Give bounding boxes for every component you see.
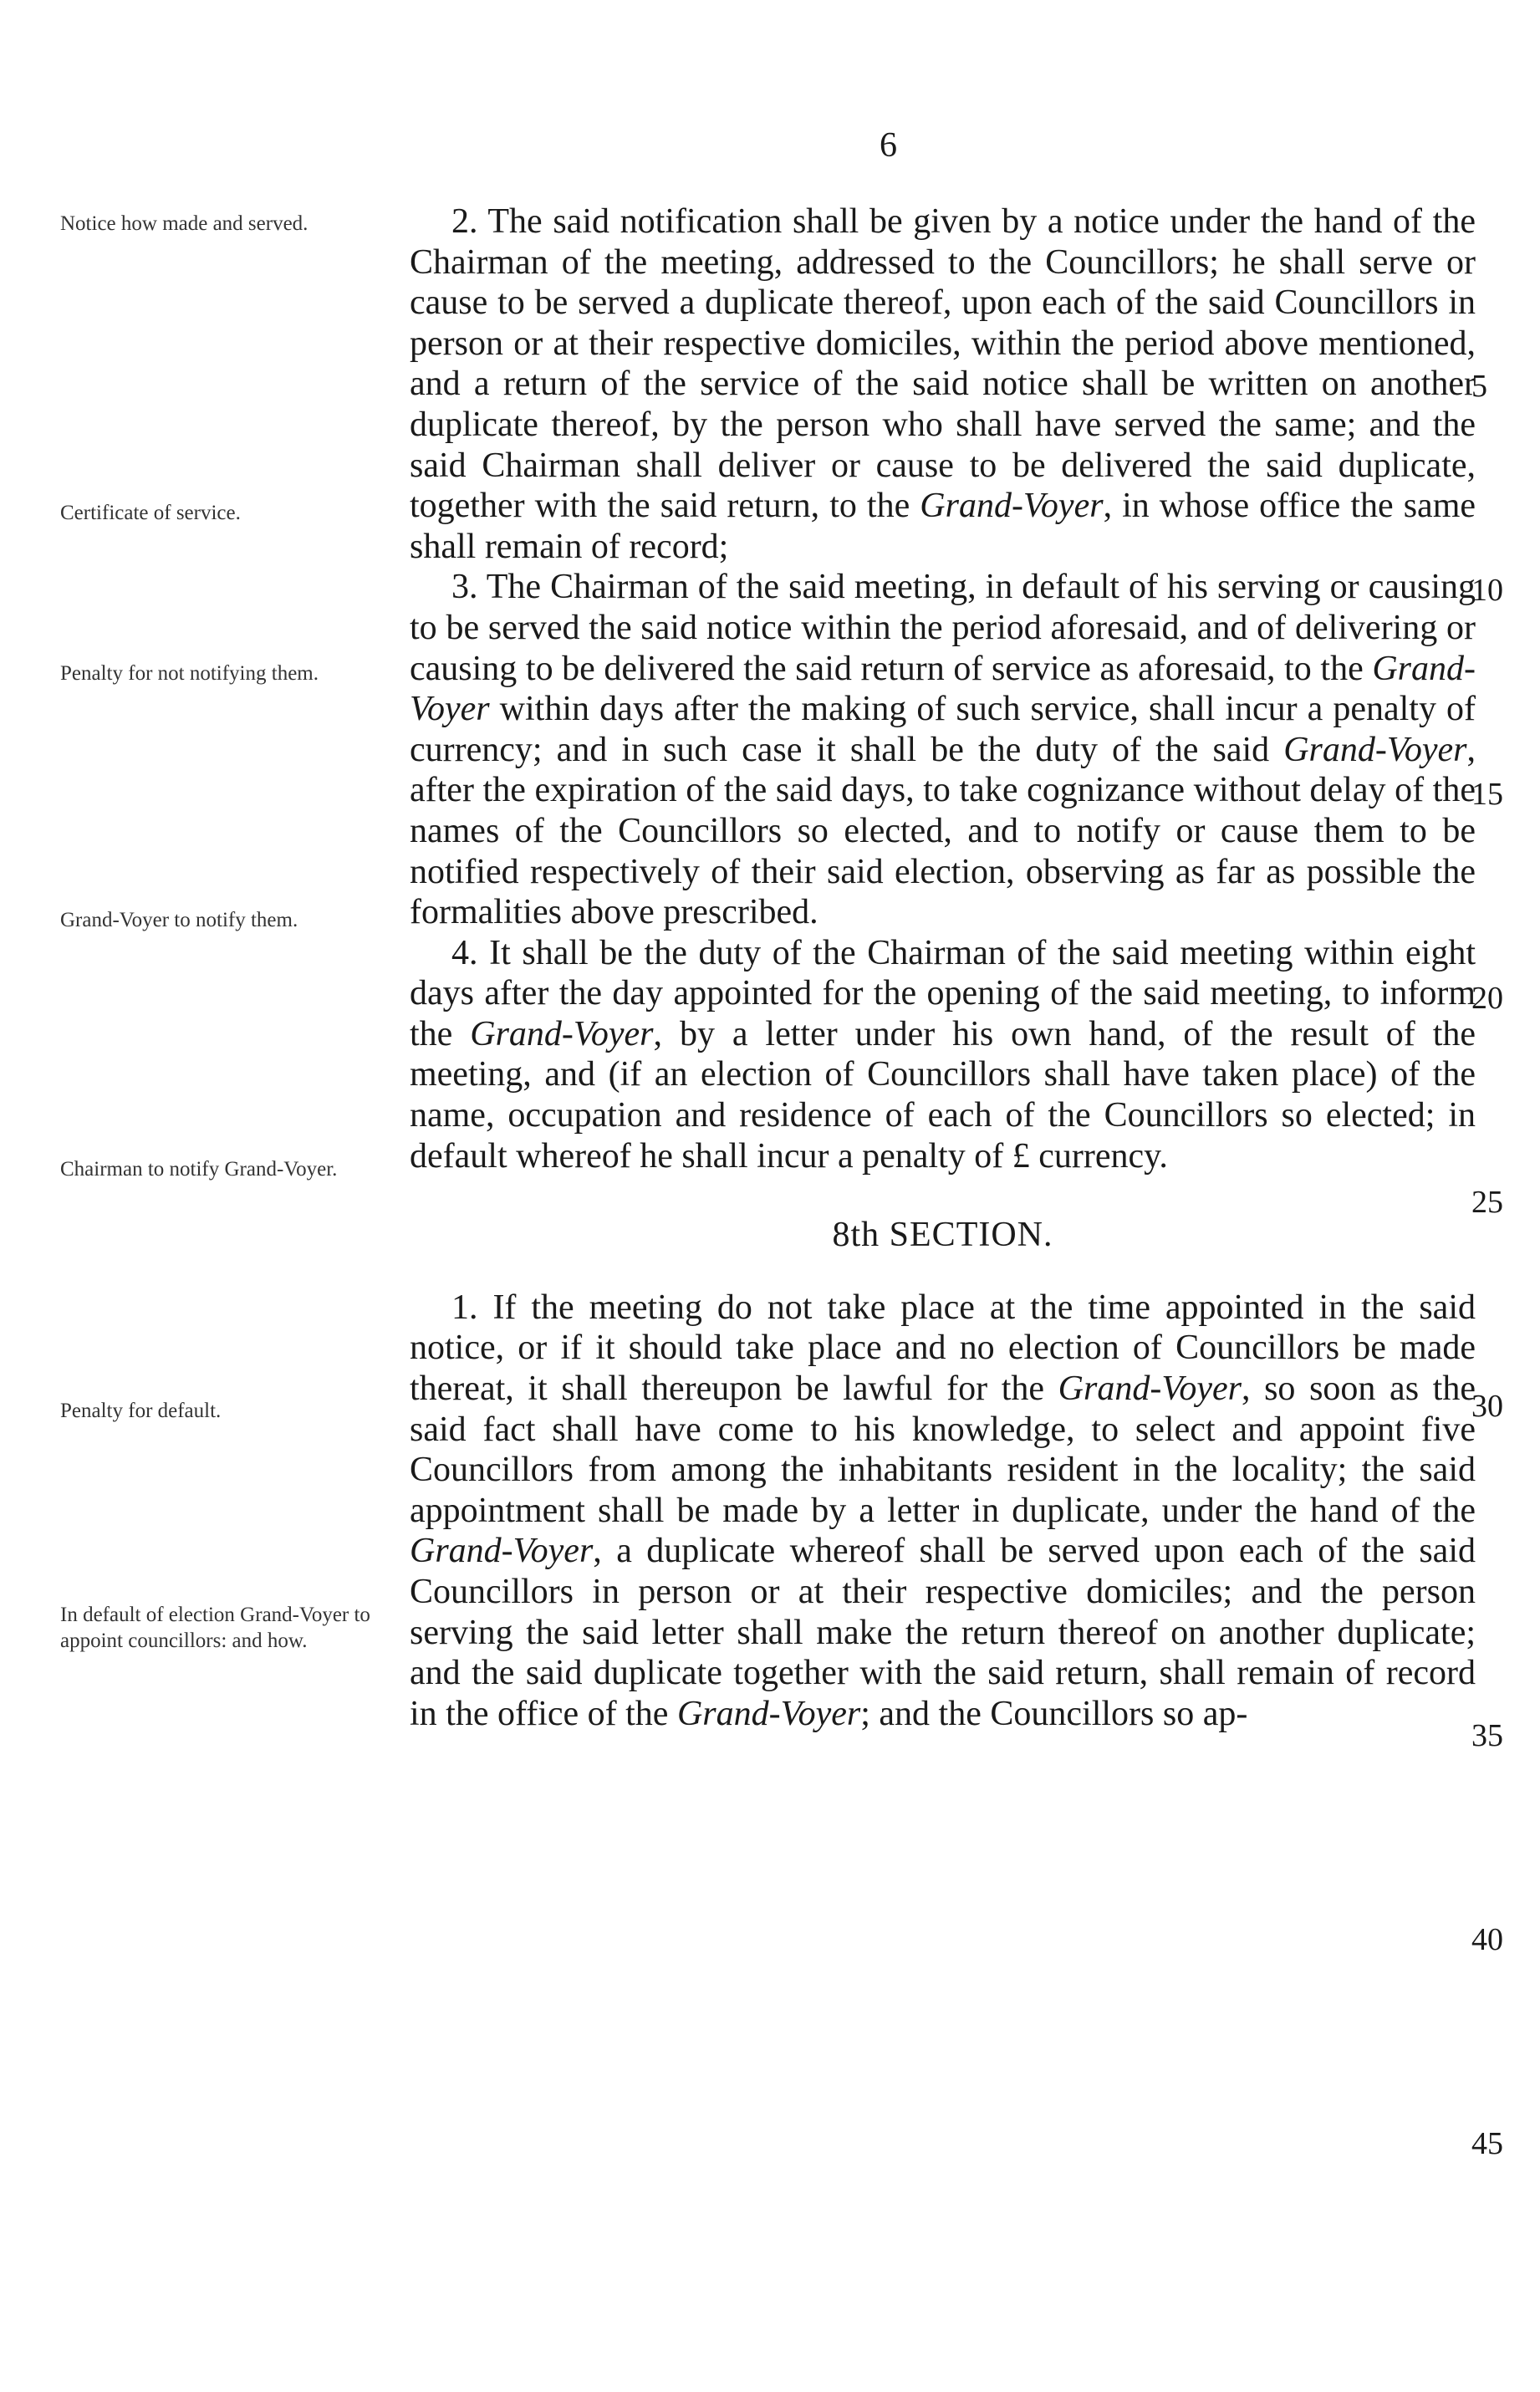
margin-note-penalty-default: Penalty for default. — [60, 1400, 222, 1422]
margin-note-grand-voyer-notify: Grand-Voyer to notify them. — [60, 909, 298, 931]
line-number: 25 — [1471, 1185, 1503, 1220]
line-number: 15 — [1471, 777, 1503, 812]
line-number: 5 — [1471, 369, 1487, 404]
margin-note-default-election: In default of election Grand-Voyer to appoint councillors: and how. — [60, 1604, 370, 1652]
margin-note-notice: Notice how made and served. — [60, 212, 309, 235]
page-number: 6 — [880, 126, 897, 165]
margin-note-certificate: Certificate of service. — [60, 502, 241, 524]
paragraph-2: 2. The said notification shall be given by a notice under the hand of the Chairman of the meeting, addressed to the Councillors; he shall serve or cause to be served a duplicate thereof, upon each of the said Councillors in person or at their respective domiciles, within the period above mentioned, and a return of the service of the said notice shall be written on another duplicate thereof, by the person who shall have served the same; and the said Chairman shall deliver or cause to be delivered the said duplicate, together with the said return, to the Grand-Voyer, in whose office the same shall remain of record; — [410, 202, 1476, 566]
line-number: 20 — [1471, 981, 1503, 1016]
line-number: 35 — [1471, 1718, 1503, 1753]
line-number: 40 — [1471, 1922, 1503, 1957]
line-number: 45 — [1471, 2126, 1503, 2161]
line-number: 30 — [1471, 1389, 1503, 1424]
line-number: 10 — [1471, 573, 1503, 608]
paragraph-section8-1: 1. If the meeting do not take place at the time appointed in the said notice, or if it should take place and no election of Councillors be made thereat, it shall thereupon be lawful for the Grand-Voyer, so soon as the said fact shall have come to his knowledge, to select and appoint five Councillors from among the inhabitants resident in the locality; the said appointment shall be made by a letter in duplicate, under the hand of the Grand-Voyer, a duplicate whereof shall be served upon each of the said Councillors in person or at their respective domiciles; and the person serving the said letter shall make the return thereof on another duplicate; and the said duplicate together with the said return, shall remain of record in the office of the Grand-Voyer; and the Councillors so ap- — [410, 1288, 1476, 1733]
paragraph-4: 4. It shall be the duty of the Chairman of the said meeting within eight days after the day appointed for the opening of the said meeting, to inform the Grand-Voyer, by a letter under his own hand, of the result of the meeting, and (if an election of Councillors shall have taken place) of the name, occupation and residence of each of the Councillors so elected; in default whereof he shall incur a penalty of £ currency. — [410, 933, 1476, 1176]
margin-note-penalty-notifying: Penalty for not notifying them. — [60, 662, 319, 685]
body-text — [410, 201, 1476, 1734]
section-heading: 8th SECTION. — [832, 1216, 1053, 1255]
margin-note-chairman-notify: Chairman to notify Grand-Voyer. — [60, 1158, 338, 1181]
paragraph-3: 3. The Chairman of the said meeting, in default of his serving or causing to be served the said notice within the period aforesaid, and of delivering or causing to be delivered the said return of service as aforesaid, to the Grand-Voyer within days after the making of such service, shall incur a penalty of currency; and in such case it shall be the duty of the said Grand-Voyer, after the expiration of the said days, to take cognizance without delay of the names of the Councillors so elected, and to notify or cause them to be notified respectively of their said election, observing as far as possible the formalities above prescribed. — [410, 568, 1476, 932]
